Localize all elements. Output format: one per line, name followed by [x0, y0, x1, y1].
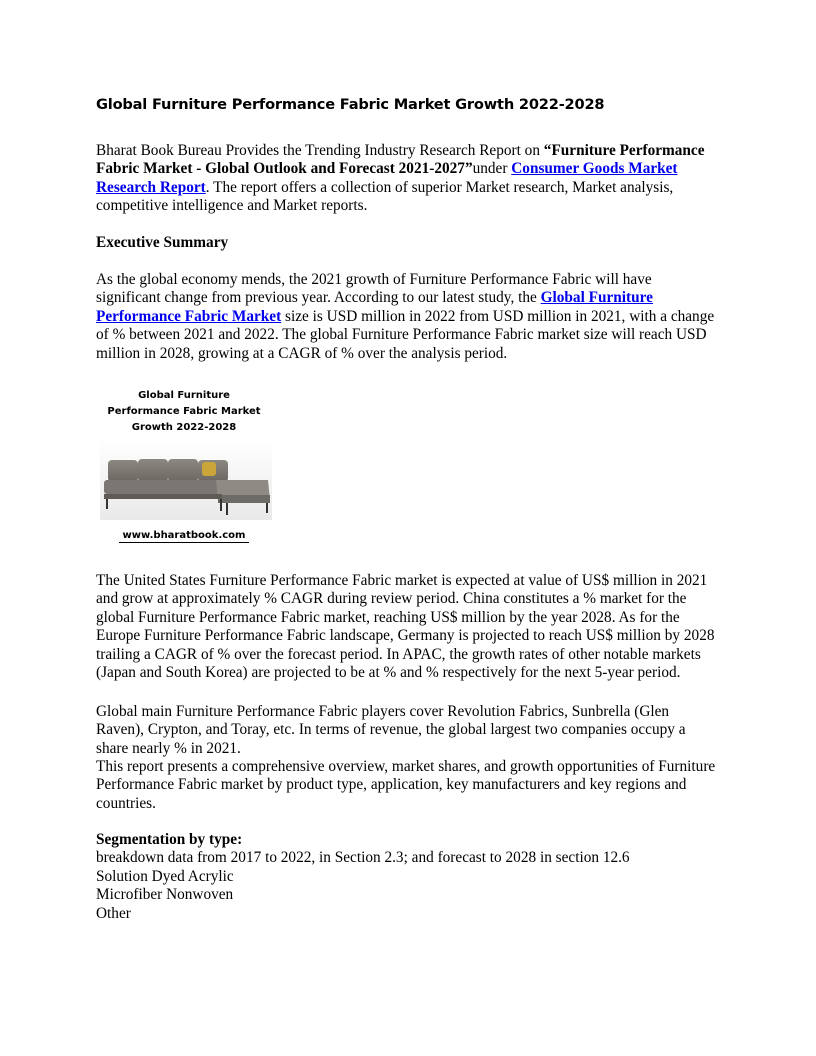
- segmentation-line: Microfiber Nonwoven: [96, 886, 234, 904]
- consumer-goods-report-link[interactable]: Consumer Goods Market Research Report: [96, 160, 678, 196]
- report-name: “Furniture Performance Fabric Market - Global Outlook and Forecast 2021-2027”: [96, 142, 705, 178]
- segmentation-heading: Segmentation by type:: [96, 831, 243, 848]
- document-title: Global Furniture Performance Fabric Market Growth 2022-2028: [96, 96, 605, 113]
- intro-under: under: [472, 160, 512, 178]
- body-paragraph-1: The United States Furniture Performance Fabric market is expected at value of US$ million in 2021 and grow at approximately % CAGR during review period. China constitutes a % market for the global Furniture Performance Fabric market, reaching US$ million by the year 2028. As for the Europe Furniture Performance Fabric landscape, Germany is projected to reach US$ million by 2028 trailing a CAGR of % over the forecast period. In APAC, the growth rates of other notable markets (Japan and South Korea) are projected to be at % and % respectively for the next 5-year period.: [96, 572, 715, 682]
- figure-url: www.bharatbook.com: [96, 530, 272, 541]
- figure-title: Global Furniture Performance Fabric Market Growth 2022-2028: [107, 390, 261, 433]
- segmentation-line: Other: [96, 904, 131, 922]
- market-paragraph-overview: [96, 758, 720, 813]
- executive-summary-heading: Executive Summary: [96, 234, 229, 251]
- body-paragraph-2: Global main Furniture Performance Fabric players cover Revolution Fabrics, Sunbrella (Glen Raven), Crypton, and Toray, etc. In terms of revenue, the global largest two companies occupy a share nearly % in 2021.: [96, 703, 686, 757]
- segmentation-line: Solution Dyed Acrylic: [96, 867, 234, 885]
- segmentation-line: breakdown data from 2017 to 2022, in Section 2.3; and forecast to 2028 in section 12.6: [96, 849, 630, 867]
- intro-paragraph: [96, 142, 720, 216]
- executive-summary-heading-block: [96, 234, 720, 252]
- sofa-image: [96, 440, 272, 540]
- segmentation-section: [96, 831, 720, 923]
- summary-before-link: As the global economy mends, the 2021 growth of Furniture Performance Fabric will have significant change from previous year. According to our latest study, the: [96, 271, 652, 307]
- summary-after-link: size is USD million in 2022 from USD million in 2021, with a change of % between 2021 and 2022. The global Furniture Performance Fabric market size will reach USD million in 2028, growing at a CAGR of % over the analysis period.: [96, 307, 715, 362]
- report-cover-figure: [96, 382, 272, 550]
- body-paragraph-3: This report presents a comprehensive overview, market shares, and growth opportunities of Furniture Performance Fabric market by product type, application, key manufacturers and key regions and countries.: [96, 758, 716, 812]
- market-paragraph-us: [96, 572, 720, 682]
- intro-rest: . The report offers a collection of superior Market research, Market analysis, competitive intelligence and Market reports.: [96, 178, 674, 215]
- global-market-link[interactable]: Global Furniture Performance Fabric Market: [96, 289, 653, 325]
- market-paragraph-players: [96, 703, 720, 758]
- executive-summary-paragraph: [96, 271, 720, 363]
- intro-lead: Bharat Book Bureau Provides the Trending Industry Research Report on: [96, 142, 544, 159]
